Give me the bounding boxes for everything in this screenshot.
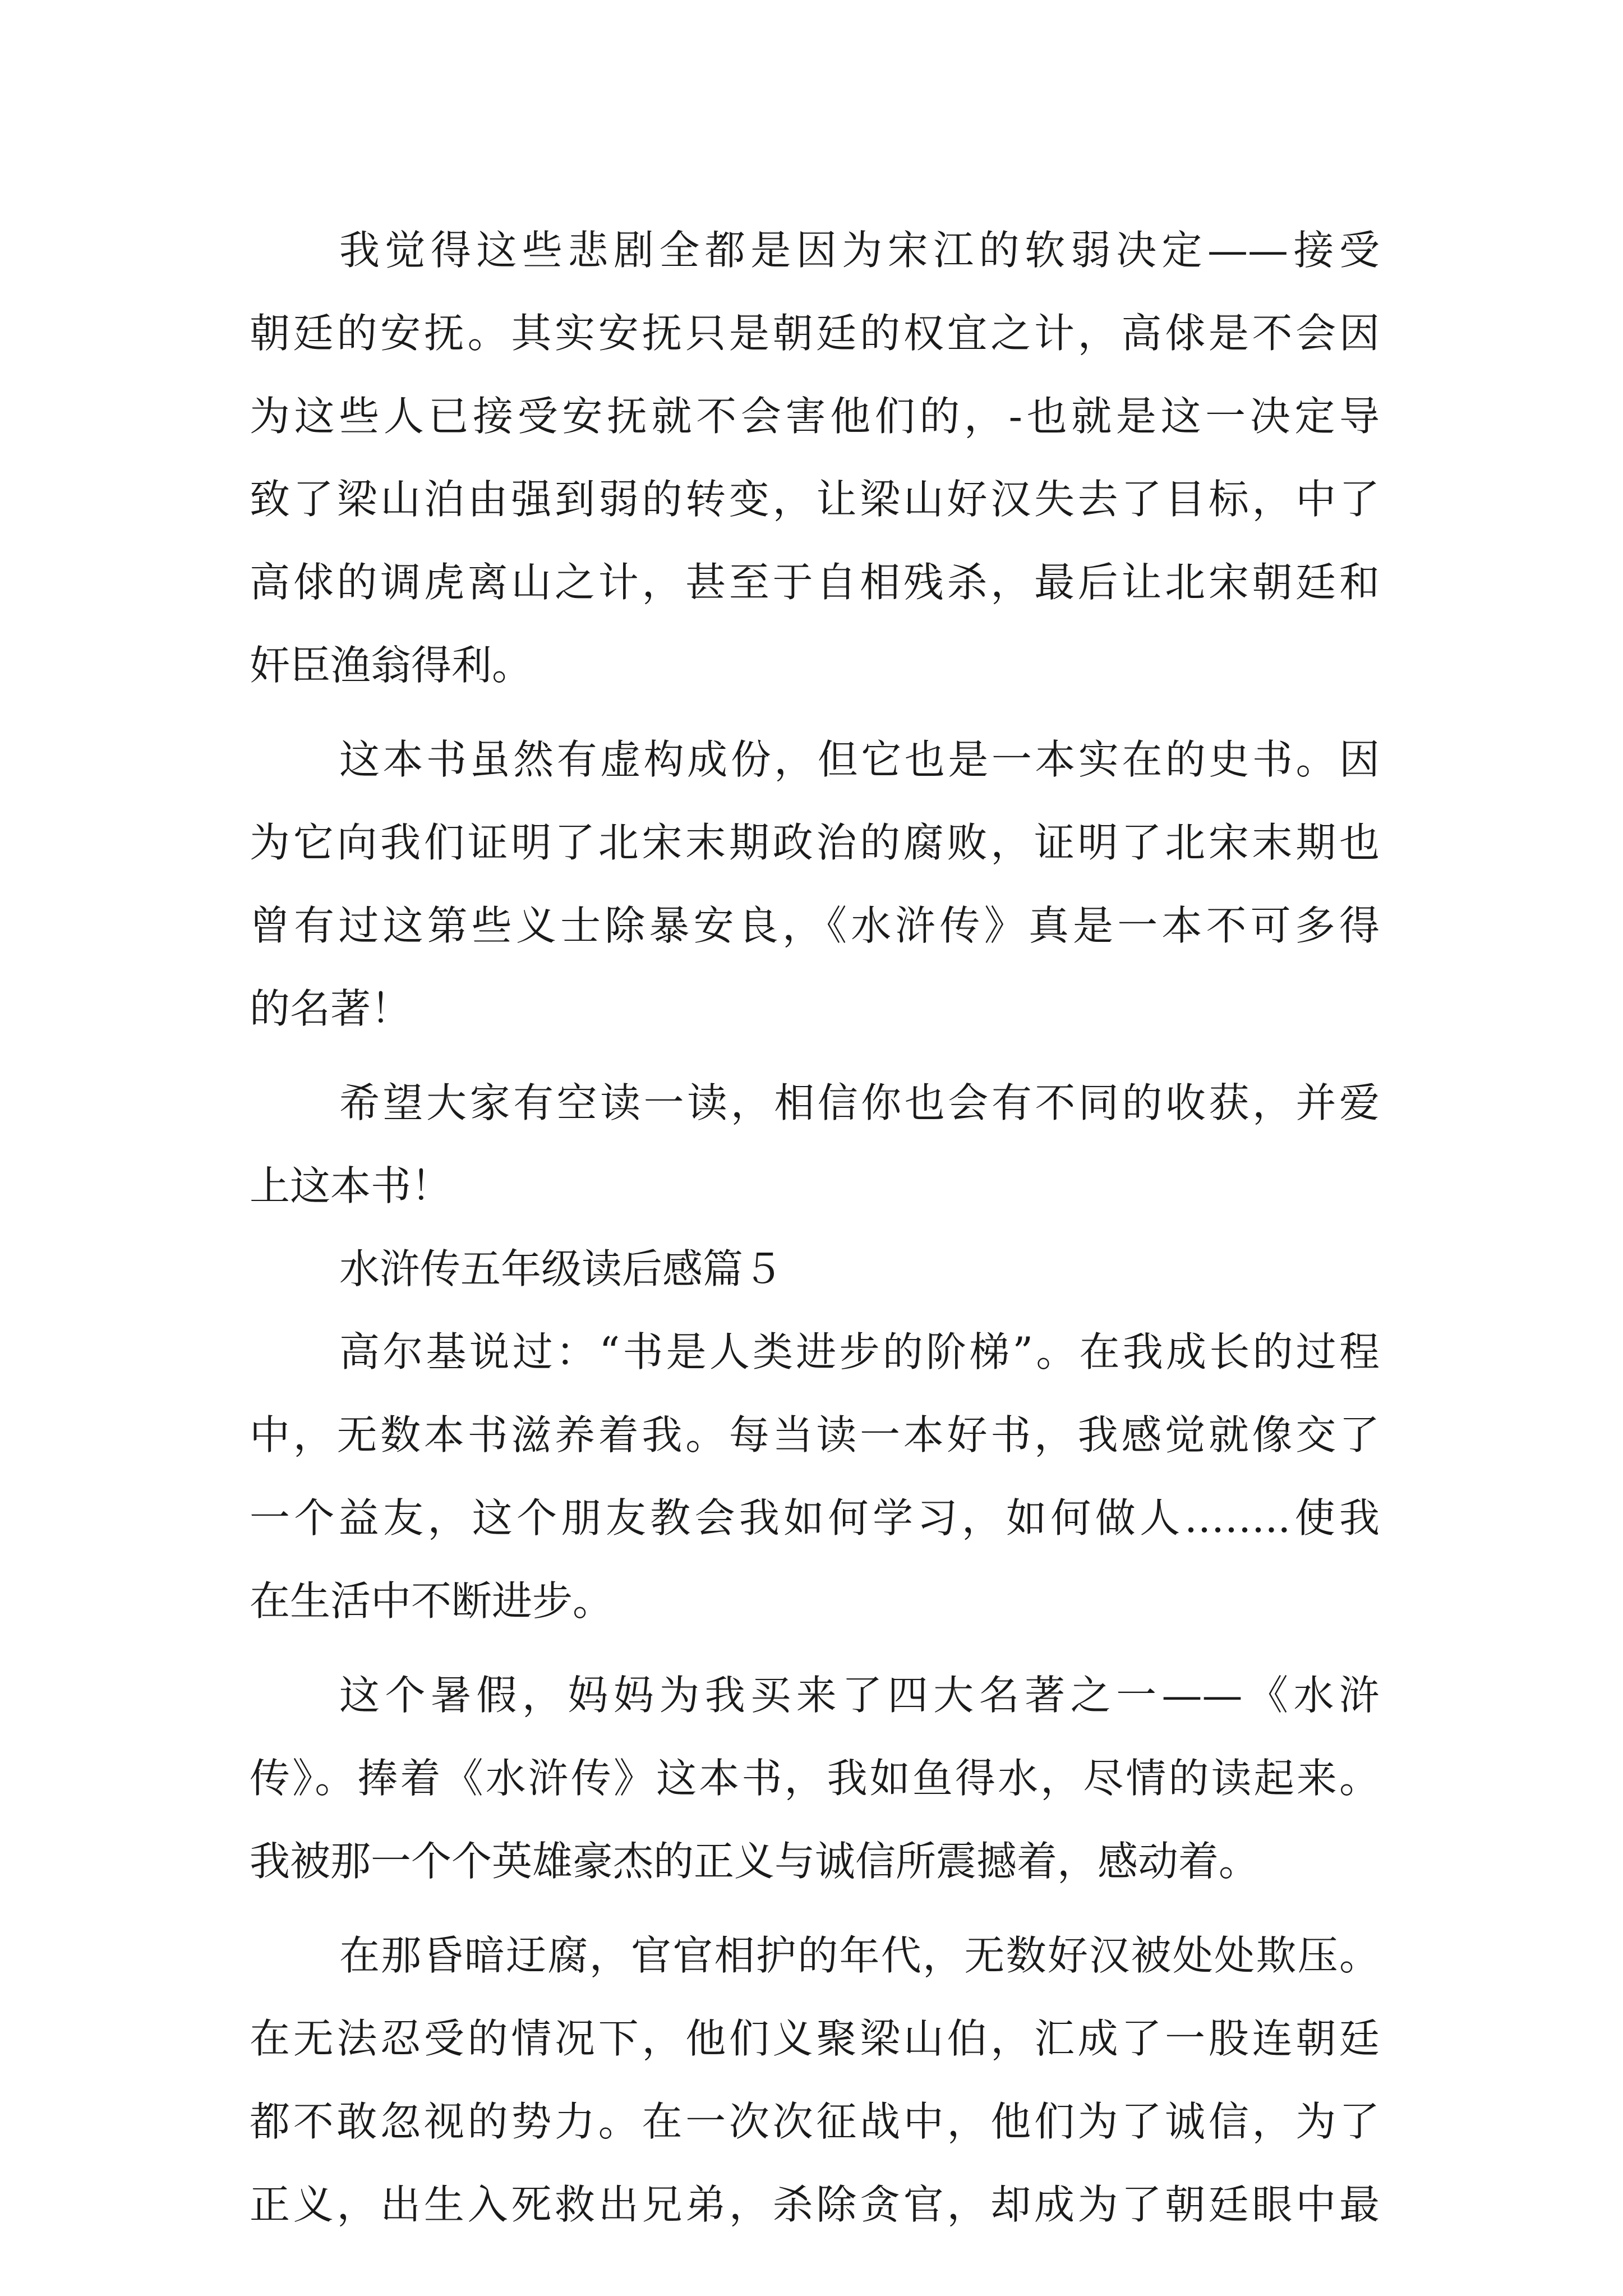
text-line: 奸臣渔翁得利。 <box>250 642 533 689</box>
text-line: 希望大家有空读一读，相信你也会有不同的收获，并爱 <box>339 1079 1380 1126</box>
text-line: 正义，出生入死救出兄弟，杀除贪官，却成为了朝廷眼中最 <box>250 2181 1380 2228</box>
paragraph <box>250 1914 1380 2246</box>
text-line: 在生活中不断进步。 <box>250 1577 614 1625</box>
text-line: 致了梁山泊由强到弱的转变，让梁山好汉失去了目标，中了 <box>250 476 1380 523</box>
paragraph <box>250 1654 1380 1903</box>
text-line: 的名著！ <box>250 985 412 1032</box>
text-line: 在无法忍受的情况下，他们义聚梁山伯，汇成了一股连朝廷 <box>250 2015 1380 2062</box>
section-title: 水浒传五年级读后感篇５ <box>339 1245 784 1292</box>
text-line: 为它向我们证明了北宋末期政治的腐败，证明了北宋末期也 <box>250 819 1380 866</box>
text-line: 传》。捧着《水浒传》这本书，我如鱼得水，尽情的读起来。 <box>250 1755 1380 1802</box>
paragraph <box>250 718 1380 1050</box>
text-line: 为这些人已接受安抚就不会害他们的，-也就是这一决定导 <box>250 393 1380 440</box>
text-line: 上这本书！ <box>250 1162 452 1209</box>
text-line: 高俅的调虎离山之计，甚至于自相残杀，最后让北宋朝廷和 <box>250 559 1380 606</box>
text-line: 朝廷的安抚。其实安抚只是朝廷的权宜之计，高俅是不会因 <box>250 310 1380 357</box>
text-line: 这个暑假，妈妈为我买来了四大名著之一——《水浒 <box>339 1672 1380 1719</box>
text-line: 我被那一个个英雄豪杰的正义与诚信所震撼着，感动着。 <box>250 1838 1260 1885</box>
text-line: 我觉得这些悲剧全都是因为宋江的软弱决定——接受 <box>339 227 1380 274</box>
paragraph <box>250 209 1380 707</box>
text-line: 中，无数本书滋养着我。每当读一本好书，我感觉就像交了 <box>250 1411 1380 1458</box>
paragraph <box>250 1310 1380 1642</box>
text-line: 曾有过这第些义士除暴安良，《水浒传》真是一本不可多得 <box>250 902 1380 949</box>
paragraph <box>250 1061 1380 1227</box>
text-line: 这本书虽然有虚构成份，但它也是一本实在的史书。因 <box>339 736 1380 783</box>
text-line: 高尔基说过：“书是人类进步的阶梯”。在我成长的过程 <box>339 1328 1380 1375</box>
text-line: 在那昏暗迂腐，官官相护的年代，无数好汉被处处欺压。 <box>339 1932 1380 1979</box>
section-heading <box>250 1227 1380 1310</box>
text-line: 一个益友，这个朋友教会我如何学习，如何做人……..使我 <box>250 1494 1380 1542</box>
document-body <box>250 209 1380 2246</box>
text-line: 都不敢忽视的势力。在一次次征战中，他们为了诚信，为了 <box>250 2098 1380 2145</box>
